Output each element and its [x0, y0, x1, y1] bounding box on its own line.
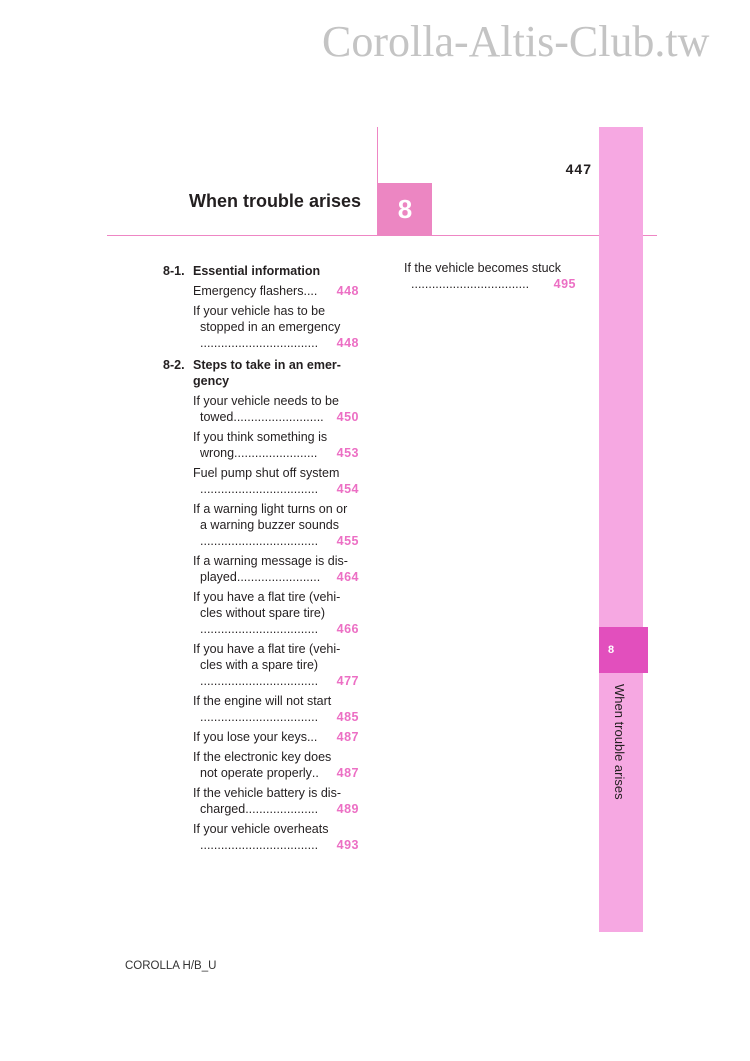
- toc-entry[interactable]: [193, 821, 359, 853]
- page-reference[interactable]: 495: [553, 277, 576, 291]
- toc-entry-line: cles with a spare tire): [200, 658, 319, 672]
- toc-entry[interactable]: [404, 260, 576, 292]
- dot-leader: ..................................: [200, 336, 319, 350]
- page-reference[interactable]: 455: [336, 534, 359, 548]
- page-reference[interactable]: 453: [336, 446, 359, 460]
- toc-leader-line: [193, 801, 359, 817]
- toc-leader-line: [193, 569, 359, 585]
- toc-entry-line: If a warning message is dis-: [193, 554, 348, 568]
- toc-entry-line: If you have a flat tire (vehi-: [193, 642, 341, 656]
- toc-entry[interactable]: [193, 729, 359, 745]
- toc-left-column: [163, 263, 359, 853]
- toc-entry-line: If you have a flat tire (vehi-: [193, 590, 341, 604]
- page-number: 447: [565, 161, 592, 177]
- page-reference[interactable]: 466: [336, 622, 359, 636]
- toc-entry-line: If a warning light turns on or: [193, 502, 348, 516]
- toc-leader-line: [193, 729, 359, 745]
- toc-entry[interactable]: [193, 693, 359, 725]
- dot-leader: ..................................: [411, 277, 530, 291]
- toc-leader-text: If you lose your keys: [193, 730, 307, 744]
- toc-entry[interactable]: [193, 393, 359, 425]
- toc-leader-text: Emergency flashers: [193, 284, 304, 298]
- page-reference[interactable]: 487: [336, 730, 359, 744]
- toc-entry[interactable]: [193, 429, 359, 461]
- toc-leader-line: [193, 621, 359, 637]
- dot-leader: ...: [306, 730, 318, 744]
- toc-leader-line: [193, 533, 359, 549]
- toc-entry[interactable]: [193, 785, 359, 817]
- side-chapter-label: When trouble arises: [612, 684, 627, 800]
- dot-leader: ........................: [234, 446, 318, 460]
- toc-entry-line: If the vehicle becomes stuck: [404, 261, 562, 275]
- dot-leader: ..........................: [233, 410, 324, 424]
- page-reference[interactable]: 489: [336, 802, 359, 816]
- toc-leader-text: played: [200, 570, 237, 584]
- dot-leader: .....................: [245, 802, 319, 816]
- dot-leader: ..................................: [200, 674, 319, 688]
- toc-entry[interactable]: [193, 641, 359, 689]
- toc-entry[interactable]: [193, 589, 359, 637]
- dot-leader: ....: [303, 284, 318, 298]
- toc-section-title-line: Steps to take in an emer-: [193, 358, 341, 372]
- chapter-number-box: 8: [378, 183, 432, 236]
- toc-leader-line: [193, 709, 359, 725]
- footer-model-code: COROLLA H/B_U: [125, 960, 217, 972]
- toc-leader-text: wrong: [200, 446, 235, 460]
- chapter-title: When trouble arises: [188, 191, 361, 211]
- toc-right-column: [404, 260, 576, 292]
- toc-leader-text: towed: [200, 410, 234, 424]
- toc-leader-text: charged: [200, 802, 246, 816]
- toc-section-heading[interactable]: [163, 357, 359, 389]
- toc-entry[interactable]: [193, 553, 359, 585]
- toc-leader-text: not operate properly: [200, 766, 312, 780]
- toc-entry-line: If your vehicle overheats: [193, 822, 329, 836]
- toc-entry[interactable]: [193, 465, 359, 497]
- toc-entry-line: If the electronic key does: [193, 750, 332, 764]
- toc-entry-line: If the engine will not start: [193, 694, 332, 708]
- toc-leader-line: [193, 445, 359, 461]
- toc-section-number: 8-2.: [163, 358, 185, 372]
- toc-entry[interactable]: [193, 283, 359, 299]
- dot-leader: ..................................: [200, 710, 319, 724]
- toc-entry-line: If your vehicle has to be: [193, 304, 326, 318]
- side-thumb-strip: [599, 127, 643, 932]
- toc-section-title: [193, 357, 341, 389]
- page-reference[interactable]: 448: [336, 336, 359, 350]
- page-reference[interactable]: 477: [336, 674, 359, 688]
- toc-entry-line: a warning buzzer sounds: [200, 518, 339, 532]
- toc-entry-line: cles without spare tire): [200, 606, 326, 620]
- toc-entry-line: If your vehicle needs to be: [193, 394, 339, 408]
- page-reference[interactable]: 450: [336, 410, 359, 424]
- toc-section-title-line: gency: [193, 374, 230, 388]
- dot-leader: ..................................: [200, 838, 319, 852]
- dot-leader: ..................................: [200, 622, 319, 636]
- toc-entry[interactable]: [193, 303, 359, 351]
- watermark-text: Corolla-Altis-Club.tw: [322, 17, 710, 66]
- toc-section-number: 8-1.: [163, 264, 185, 278]
- toc-entry[interactable]: [193, 501, 359, 549]
- toc-entry-line: If you think something is: [193, 430, 328, 444]
- toc-leader-line: [193, 283, 359, 299]
- toc-section-title: [193, 263, 320, 279]
- toc-section-title-line: Essential information: [193, 264, 321, 278]
- side-chapter-tab[interactable]: 8: [599, 627, 648, 673]
- toc-leader-line: [193, 673, 359, 689]
- dot-leader: ..................................: [200, 482, 319, 496]
- toc-entry-line: If the vehicle battery is dis-: [193, 786, 341, 800]
- dot-leader: ........................: [236, 570, 321, 584]
- toc-entry-line: Fuel pump shut off system: [193, 466, 340, 480]
- toc-leader-line: [193, 335, 359, 351]
- toc-entry-line: stopped in an emergency: [200, 320, 341, 334]
- toc-entry[interactable]: [193, 749, 359, 781]
- toc-section-heading[interactable]: [163, 263, 359, 279]
- page-reference[interactable]: 487: [336, 766, 359, 780]
- page-reference[interactable]: 493: [336, 838, 359, 852]
- toc-leader-line: [193, 409, 359, 425]
- page-reference[interactable]: 454: [336, 482, 359, 496]
- toc-leader-line: [404, 276, 576, 292]
- dot-leader: ..................................: [200, 534, 319, 548]
- page-reference[interactable]: 464: [336, 570, 359, 584]
- toc-leader-line: [193, 765, 359, 781]
- toc-leader-line: [193, 481, 359, 497]
- toc-leader-line: [193, 837, 359, 853]
- page-reference[interactable]: 448: [336, 284, 359, 298]
- page-reference[interactable]: 485: [336, 710, 359, 724]
- dot-leader: ..: [311, 766, 319, 780]
